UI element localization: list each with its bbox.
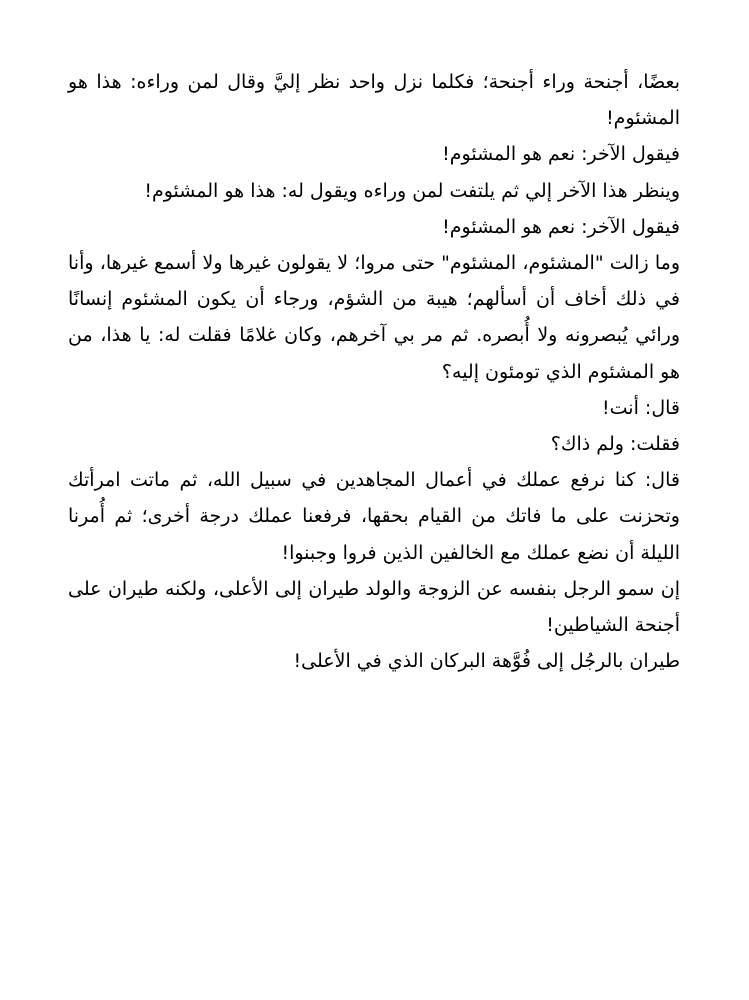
- page-text: [68, 64, 680, 679]
- paragraph-10: طيران بالرجُل إلى فُوَّهة البركان الذي في الأعلى!: [293, 650, 680, 673]
- paragraph-6: قال: أنت!: [602, 396, 680, 419]
- paragraph-3: وينظر هذا الآخر إلي ثم يلتفت لمن وراءه ويقول له: هذا هو المشئوم!: [144, 179, 680, 202]
- paragraph-9: إن سمو الرجل بنفسه عن الزوجة والولد طيران إلى الأعلى، ولكنه طيران على أجنحة الشياطين!: [68, 577, 680, 637]
- paragraph-7: فقلت: ولم ذاك؟: [550, 433, 680, 456]
- paragraph-5: وما زالت "المشئوم، المشئوم" حتى مروا؛ لا يقولون غيرها ولا أسمع غيرها، وأنا في ذلك أخاف أن أسألهم؛ هيبة من الشؤم، ورجاء أن يكون المشئوم إنسانًا ورائي يُبصرونه ولا أُبصره. ثم مر بي آخرهم، وكان غلامًا فقلت له: يا هذا، من هو المشئوم الذي تومئون إليه؟: [68, 252, 680, 383]
- paragraph-1: بعضًا، أجنحة وراء أجنحة؛ فكلما نزل واحد نظر إليَّ وقال لمن وراءه: هذا هو المشئوم!: [68, 71, 680, 130]
- paragraph-8: قال: كنا نرفع عملك في أعمال المجاهدين في سبيل الله، ثم ماتت امرأتك وتحزنت على ما فاتك من القيام بحقها، فرفعنا عملك درجة أخرى؛ ثم أُمرنا الليلة أن نضع عملك مع الخالفين الذين فروا وجبنوا!: [68, 469, 680, 564]
- paragraph-2: فيقول الآخر: نعم هو المشئوم!: [442, 143, 680, 166]
- paragraph-4: فيقول الآخر: نعم هو المشئوم!: [442, 215, 680, 238]
